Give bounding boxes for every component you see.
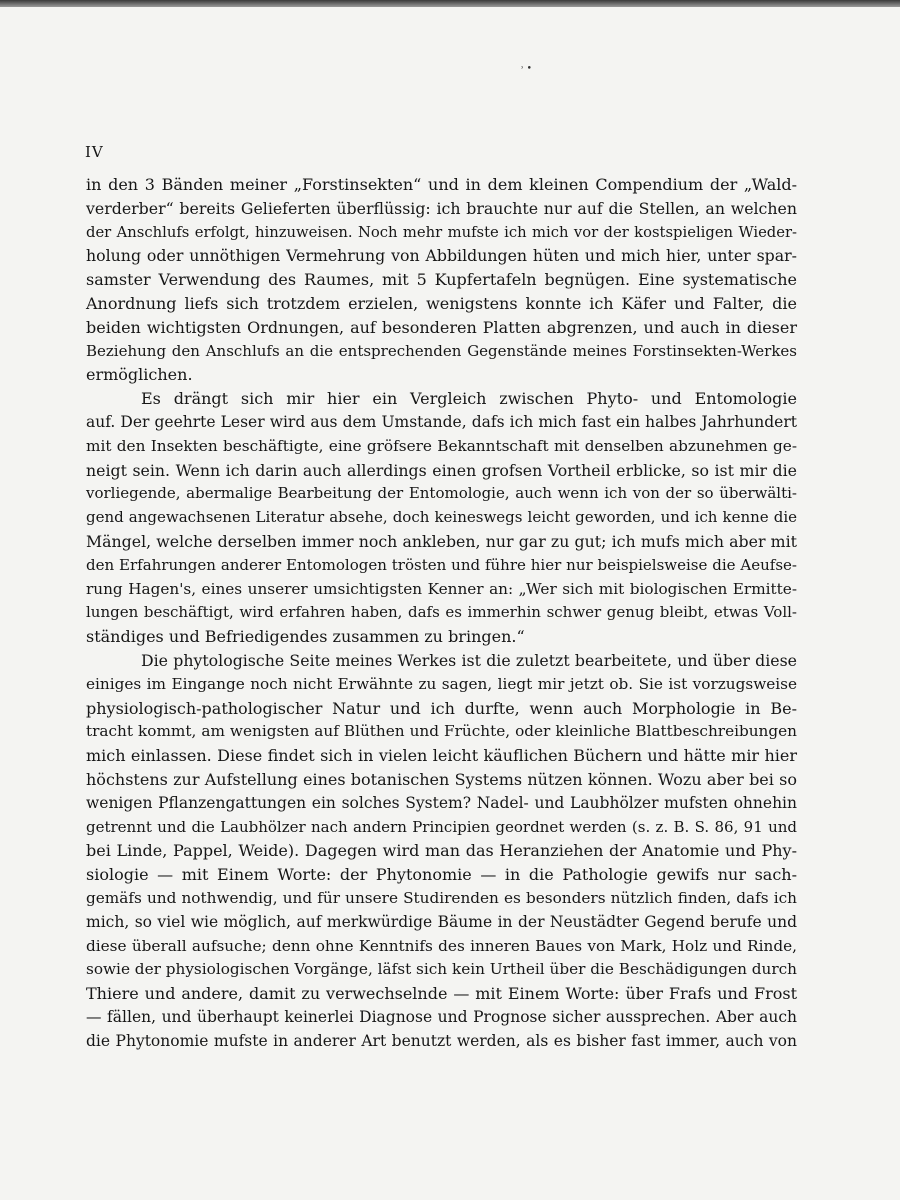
text-line: sowie der physiologischen Vorgänge, läfst sich kein Urtheil über die Beschädigungen durch	[86, 960, 798, 979]
text-line: Thiere und andere, damit zu verwechselnde — mit Einem Worte: über Frafs und Frost	[86, 984, 797, 1004]
text-line: verderber“ bereits Gelieferten überflüssig: ich brauchte nur auf die Stellen, an welchen	[86, 198, 797, 218]
text-line: vorliegende, abermalige Bearbeitung der Entomologie, auch wenn ich von der so überwälti-	[86, 484, 797, 503]
text-line: getrennt und die Laubhölzer nach andern Principien geordnet werden (s. z. B. S. 86, 91 und	[86, 817, 797, 836]
text-line: holung oder unnöthigen Vermehrung von Abbildungen hüten und mich hier, unter spar-	[86, 246, 797, 266]
scan-speck: ˒ •	[521, 64, 532, 74]
text-line: auf. Der geehrte Leser wird aus dem Umstande, dafs ich mich fast ein halbes Jahrhundert	[86, 412, 797, 431]
text-line: die Phytonomie mufste in anderer Art benutzt werden, als es bisher fast immer, auch von	[86, 1031, 797, 1050]
text-line: Die phytologische Seite meines Werkes ist die zuletzt bearbeitete, und über diese	[141, 650, 797, 670]
scan-top-edge	[0, 0, 900, 7]
text-line: neigt sein. Wenn ich darin auch allerdings einen grofsen Vortheil erblicke, so ist mir die	[86, 460, 797, 480]
text-line: den Erfahrungen anderer Entomologen trösten und führe hier nur beispielsweise die Aeufse-	[86, 555, 797, 574]
text-line: tracht kommt, am wenigsten auf Blüthen und Früchte, oder kleinliche Blattbeschreibungen	[86, 722, 797, 741]
text-line: lungen beschäftigt, wird erfahren haben, dafs es immerhin schwer genug bleibt, etwas Voll-	[86, 603, 797, 622]
text-line: beiden wichtigsten Ordnungen, auf besonderen Platten abgrenzen, und auch in dieser	[86, 317, 797, 337]
text-line: siologie — mit Einem Worte: der Phytonomie — in die Pathologie gewifs nur sach-	[86, 865, 797, 885]
text-line: höchstens zur Aufstellung eines botanischen Systems nützen können. Wozu aber bei so	[86, 769, 797, 789]
text-line: — fällen, und überhaupt keinerlei Diagnose und Prognose sicher aussprechen. Aber auch	[86, 1007, 797, 1026]
text-line: gend angewachsenen Literatur absehe, doch keineswegs leicht geworden, und ich kenne die	[86, 508, 797, 527]
text-line: rung Hagen's, eines unserer umsichtigsten Kenner an: „Wer sich mit biologischen Ermitte-	[86, 579, 797, 598]
text-line: mich einlassen. Diese findet sich in vielen leicht käuflichen Büchern und hätte mir hier	[86, 746, 797, 766]
text-line: gemäfs und nothwendig, und für unsere Studirenden es besonders nützlich finden, dafs ich	[86, 888, 797, 907]
text-line: ermöglichen.	[86, 365, 193, 385]
text-line: ständiges und Befriedigendes zusammen zu bringen.“	[86, 627, 525, 647]
text-line: Es drängt sich mir hier ein Vergleich zwischen Phyto- und Entomologie	[141, 389, 797, 409]
text-line: Mängel, welche derselben immer noch ankleben, nur gar zu gut; ich mufs mich aber mit	[86, 531, 797, 551]
text-line: Beziehung den Anschlufs an die entsprechenden Gegenstände meines Forstinsekten-Werkes	[86, 341, 797, 360]
page-body	[86, 173, 797, 1053]
text-line: in den 3 Bänden meiner „Forstinsekten“ und in dem kleinen Compendium der „Wald-	[86, 175, 797, 194]
text-line: wenigen Pflanzengattungen ein solches System? Nadel- und Laubhölzer mufsten ohnehin	[86, 793, 797, 812]
text-line: mich, so viel wie möglich, auf merkwürdige Bäume in der Neustädter Gegend berufe und	[86, 912, 797, 931]
text-line: bei Linde, Pappel, Weide). Dagegen wird man das Heranziehen der Anatomie und Phy-	[86, 841, 797, 861]
text-line: mit den Insekten beschäftigte, eine gröfsere Bekanntschaft mit denselben abzunehmen ge-	[86, 436, 797, 455]
text-line: samster Verwendung des Raumes, mit 5 Kupfertafeln begnügen. Eine systematische	[86, 270, 797, 290]
text-line: diese überall aufsuche; denn ohne Kenntnifs des inneren Baues von Mark, Holz und Rinde,	[86, 936, 797, 955]
page-number: IV	[85, 143, 104, 161]
text-line: Anordnung liefs sich trotzdem erzielen, wenigstens konnte ich Käfer und Falter, die	[86, 293, 797, 313]
text-line: der Anschlufs erfolgt, hinzuweisen. Noch mehr mufste ich mich vor der kostspieligen Wieder-	[86, 223, 797, 241]
text-line: physiologisch-pathologischer Natur und ich durfte, wenn auch Morphologie in Be-	[86, 698, 797, 718]
text-line: einiges im Eingange noch nicht Erwähnte zu sagen, liegt mir jetzt ob. Sie ist vorzugsweise	[86, 674, 797, 693]
